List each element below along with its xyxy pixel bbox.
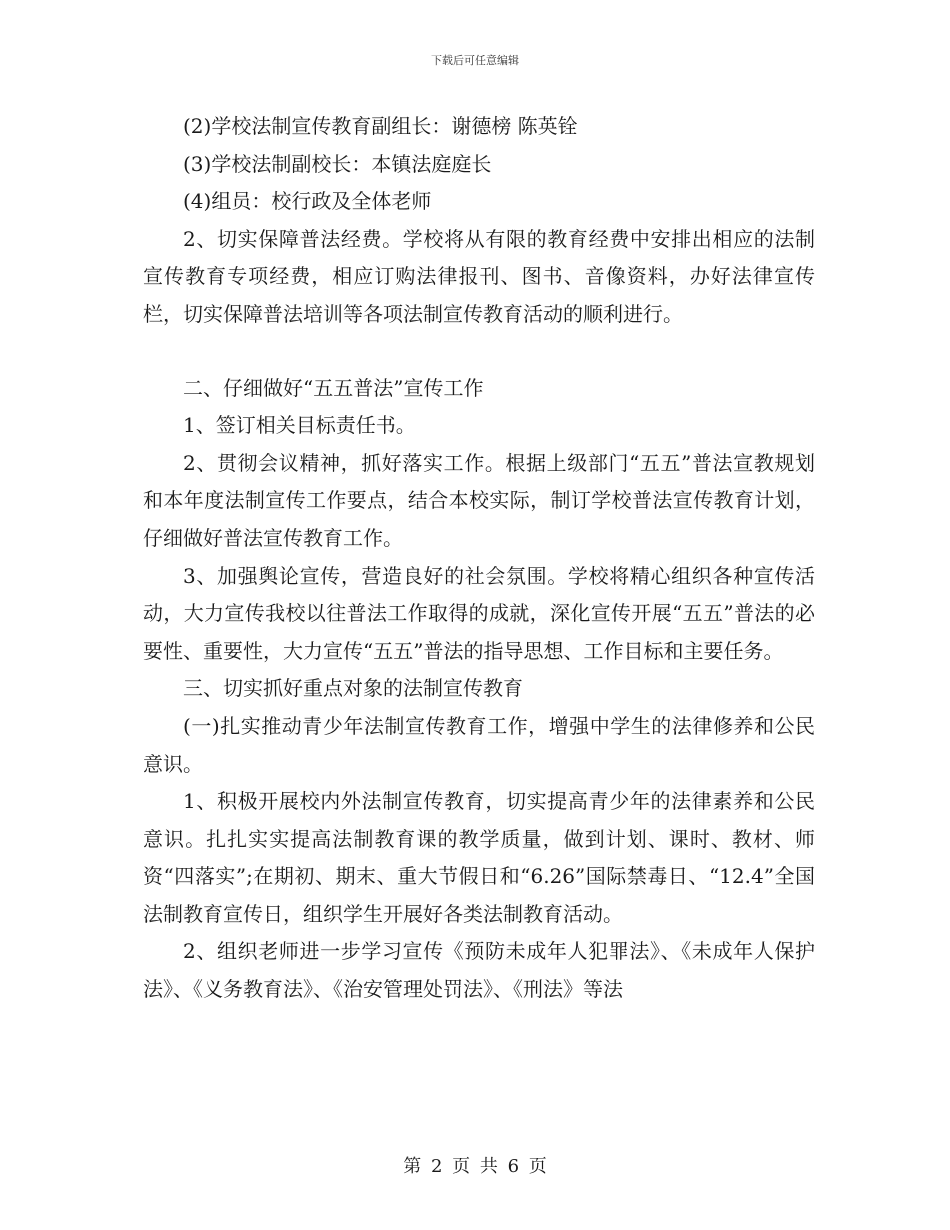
section-heading-three: 三、切实抓好重点对象的法制宣传教育 [183, 676, 523, 701]
subsection-heading-one: (一)扎实推动青少年法制宣传教育工作，增强中学生的法律修养和公民意识。 [143, 713, 815, 776]
section-heading-two: 二、仔细做好“五五普法”宣传工作 [183, 375, 484, 400]
paragraph-vice-principal: (3)学校法制副校长：本镇法庭庭长 [183, 151, 492, 176]
paragraph-publicity: 3、加强舆论宣传，营造良好的社会氛围。学校将精心组织各种宣传活动，大力宣传我校以往普法工作取得的成就，深化宣传开展“五五”普法的必要性、重要性，大力宣传“五五”普法的指导思想、工作目标和主要任务。 [143, 563, 815, 663]
paragraph-meeting-spirit: 2、贯彻会议精神，抓好落实工作。根据上级部门“五五”普法宣教规划和本年度法制宣传工作要点，结合本校实际，制订学校普法宣传教育计划，仔细做好普法宣传教育工作。 [143, 450, 815, 550]
paragraph-campus-education: 1、积极开展校内外法制宣传教育，切实提高青少年的法律素养和公民意识。扎扎实实提高法制教育课的教学质量，做到计划、课时、教材、师资“四落实”;在期初、期末、重大节假日和“6.26”国际禁毒日、“12.4”全国法制教育宣传日，组织学生开展好各类法制教育活动。 [143, 789, 815, 926]
page-number-footer: 第 2 页 共 6 页 [403, 1156, 547, 1177]
paragraph-members: (4)组员：校行政及全体老师 [183, 189, 432, 214]
paragraph-funding: 2、切实保障普法经费。学校将从有限的教育经费中安排出相应的法制宣传教育专项经费，相应订购法律报刊、图书、音像资料，办好法律宣传栏，切实保障普法培训等各项法制宣传教育活动的顺利进行。 [143, 226, 815, 326]
paragraph-teacher-study: 2、组织老师进一步学习宣传《预防未成年人犯罪法》、《未成年人保护法》、《义务教育法》、《治安管理处罚法》、《刑法》等法 [143, 939, 815, 1002]
paragraph-deputy-leaders: (2)学校法制宣传教育副组长：谢德榜 陈英铨 [183, 114, 578, 138]
page-header-note: 下载后可任意编辑 [431, 54, 519, 67]
document-body [143, 108, 815, 1009]
paragraph-responsibility: 1、签订相关目标责任书。 [183, 413, 416, 438]
